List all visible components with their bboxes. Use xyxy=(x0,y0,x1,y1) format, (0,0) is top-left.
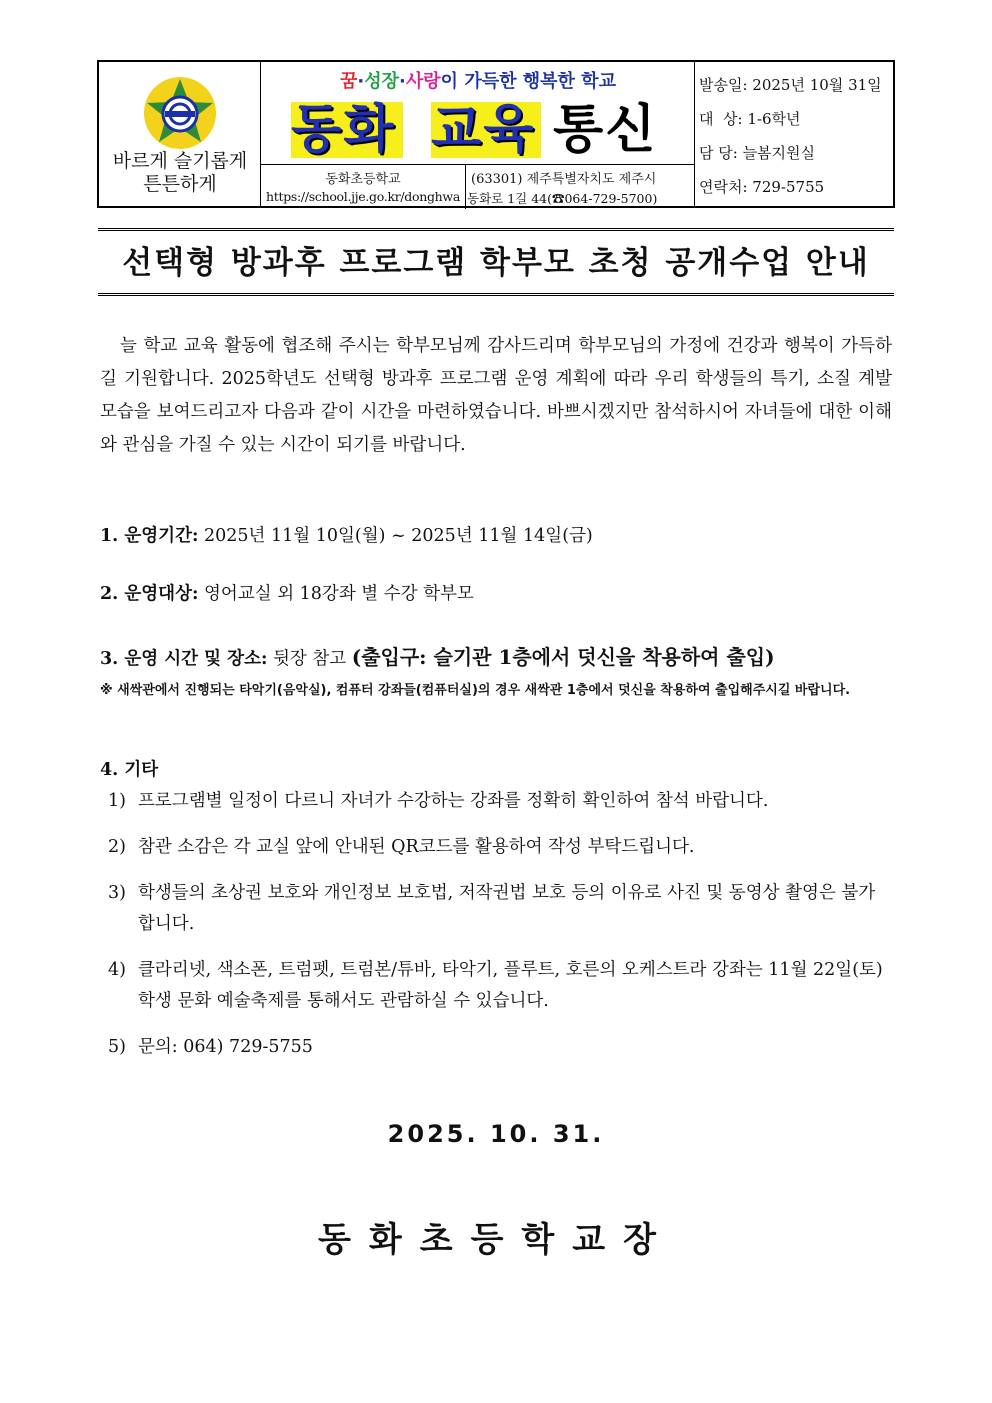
etc-item-text: 프로그램별 일정이 다르니 자녀가 수강하는 강좌를 정확히 확인하여 참석 바랍니다. xyxy=(138,791,769,811)
slogan-love: 사랑 xyxy=(405,71,441,92)
issue-date-footer: 2025. 10. 31. xyxy=(387,1120,605,1148)
slogan-dot-1: · xyxy=(357,71,365,92)
masthead-word-education: 교육 xyxy=(431,100,536,160)
intro-paragraph: 늘 학교 교육 활동에 협조해 주시는 학부모님께 감사드리며 학부모님의 가정에 건강과 행복이 가득하길 기원합니다. 2025학년도 선택형 방과후 프로그램 운영 계획에 따라 우리 학생들의 특기, 소질 계발 모습을 보여드리고자 다음과 같이 시간을 마련하였습니다. 바쁘시겠지만 참석하시어 자녀들에 대한 이해와 관심을 가질 수 있는 시간이 되기를 바랍니다. xyxy=(100,336,892,455)
school-address xyxy=(465,165,695,209)
period-label: 1. 운영기간: xyxy=(100,526,199,546)
slogan-rest: 이 가득한 행복한 학교 xyxy=(440,71,616,92)
masthead-word-donghwa: 동화 xyxy=(291,100,396,160)
etc-item-number: 4) xyxy=(108,960,126,980)
slogan-growth: 성장 xyxy=(364,71,400,92)
etc-item-text: 클라리넷, 색소폰, 트럼펫, 트럼본/튜바, 타악기, 플루트, 호른의 오케스트라 강좌는 11월 22일(토) 학생 문화 예술축제를 통해서도 관람하실 수 있습니다. xyxy=(138,960,883,1011)
school-url[interactable]: https://school.jje.go.kr/donghwa xyxy=(266,189,460,204)
etc-label: 4. 기타 xyxy=(100,760,159,780)
item-target xyxy=(100,580,892,605)
masthead-column xyxy=(261,62,695,206)
item-time-place xyxy=(100,641,892,670)
etc-item-number: 5) xyxy=(108,1037,126,1057)
target-label: 2. 운영대상: xyxy=(100,584,199,604)
document-title: 선택형 방과후 프로그램 학부모 초청 공개수업 안내 xyxy=(122,245,870,281)
etc-item-number: 2) xyxy=(108,837,126,857)
manager: 담 당: 늘봄지원실 xyxy=(699,144,816,162)
masthead-word-newsletter: 통신 xyxy=(553,100,658,160)
school-info-left xyxy=(261,165,466,209)
principal-signature: 동화초등학교장 xyxy=(318,1220,674,1260)
item-etc xyxy=(100,756,892,781)
time-value: 뒷장 참고 xyxy=(267,649,352,669)
school-info-row xyxy=(261,164,695,209)
etc-item-number: 3) xyxy=(108,883,126,903)
masthead-title xyxy=(261,96,695,166)
school-slogan xyxy=(261,67,695,93)
time-label: 3. 운영 시간 및 장소: xyxy=(100,649,268,669)
school-motto: 바르게 슬기롭게 튼튼하게 xyxy=(112,150,248,195)
entrance-note: (출입구: 슬기관 1층에서 덧신을 착용하여 출입) xyxy=(351,645,775,669)
address-line-2: 동화로 1길 44(☎064-729-5700) xyxy=(467,191,658,206)
meta-column xyxy=(695,62,893,206)
address-line-1: (63301) 제주특별자치도 제주시 xyxy=(471,172,657,187)
period-value: 2025년 11월 10일(월) ~ 2025년 11월 14일(금) xyxy=(198,526,593,546)
newsletter-header xyxy=(97,60,895,208)
issue-date: 발송일: 2025년 10월 31일 xyxy=(699,76,882,94)
title-bar xyxy=(98,228,894,296)
target-grade: 대 상: 1-6학년 xyxy=(699,110,801,128)
etc-item-text: 문의: 064) 729-5755 xyxy=(138,1037,313,1057)
contact: 연락처: 729-5755 xyxy=(699,178,825,196)
logo-column xyxy=(99,62,261,206)
etc-item-text: 학생들의 초상권 보호와 개인정보 보호법, 저작권법 보호 등의 이유로 사진 및 동영상 촬영은 불가합니다. xyxy=(138,883,876,934)
target-value: 영어교실 외 18강좌 별 수강 학부모 xyxy=(198,584,474,604)
etc-item-text: 참관 소감은 각 교실 앞에 안내된 QR코드를 활용하여 작성 부탁드립니다. xyxy=(138,837,695,857)
school-name: 동화초등학교 xyxy=(325,172,401,187)
etc-item-number: 1) xyxy=(108,791,126,811)
item-period xyxy=(100,522,892,547)
slogan-dot-2: · xyxy=(399,71,406,92)
saessak-note: ※ 새싹관에서 진행되는 타악기(음악실), 컴퓨터 강좌들(컴퓨터실)의 경우 새싹관 1층에서 덧신을 착용하여 출입해주시길 바랍니다. xyxy=(100,683,851,698)
slogan-dream: 꿈 xyxy=(340,71,358,92)
school-logo-icon xyxy=(143,76,217,150)
